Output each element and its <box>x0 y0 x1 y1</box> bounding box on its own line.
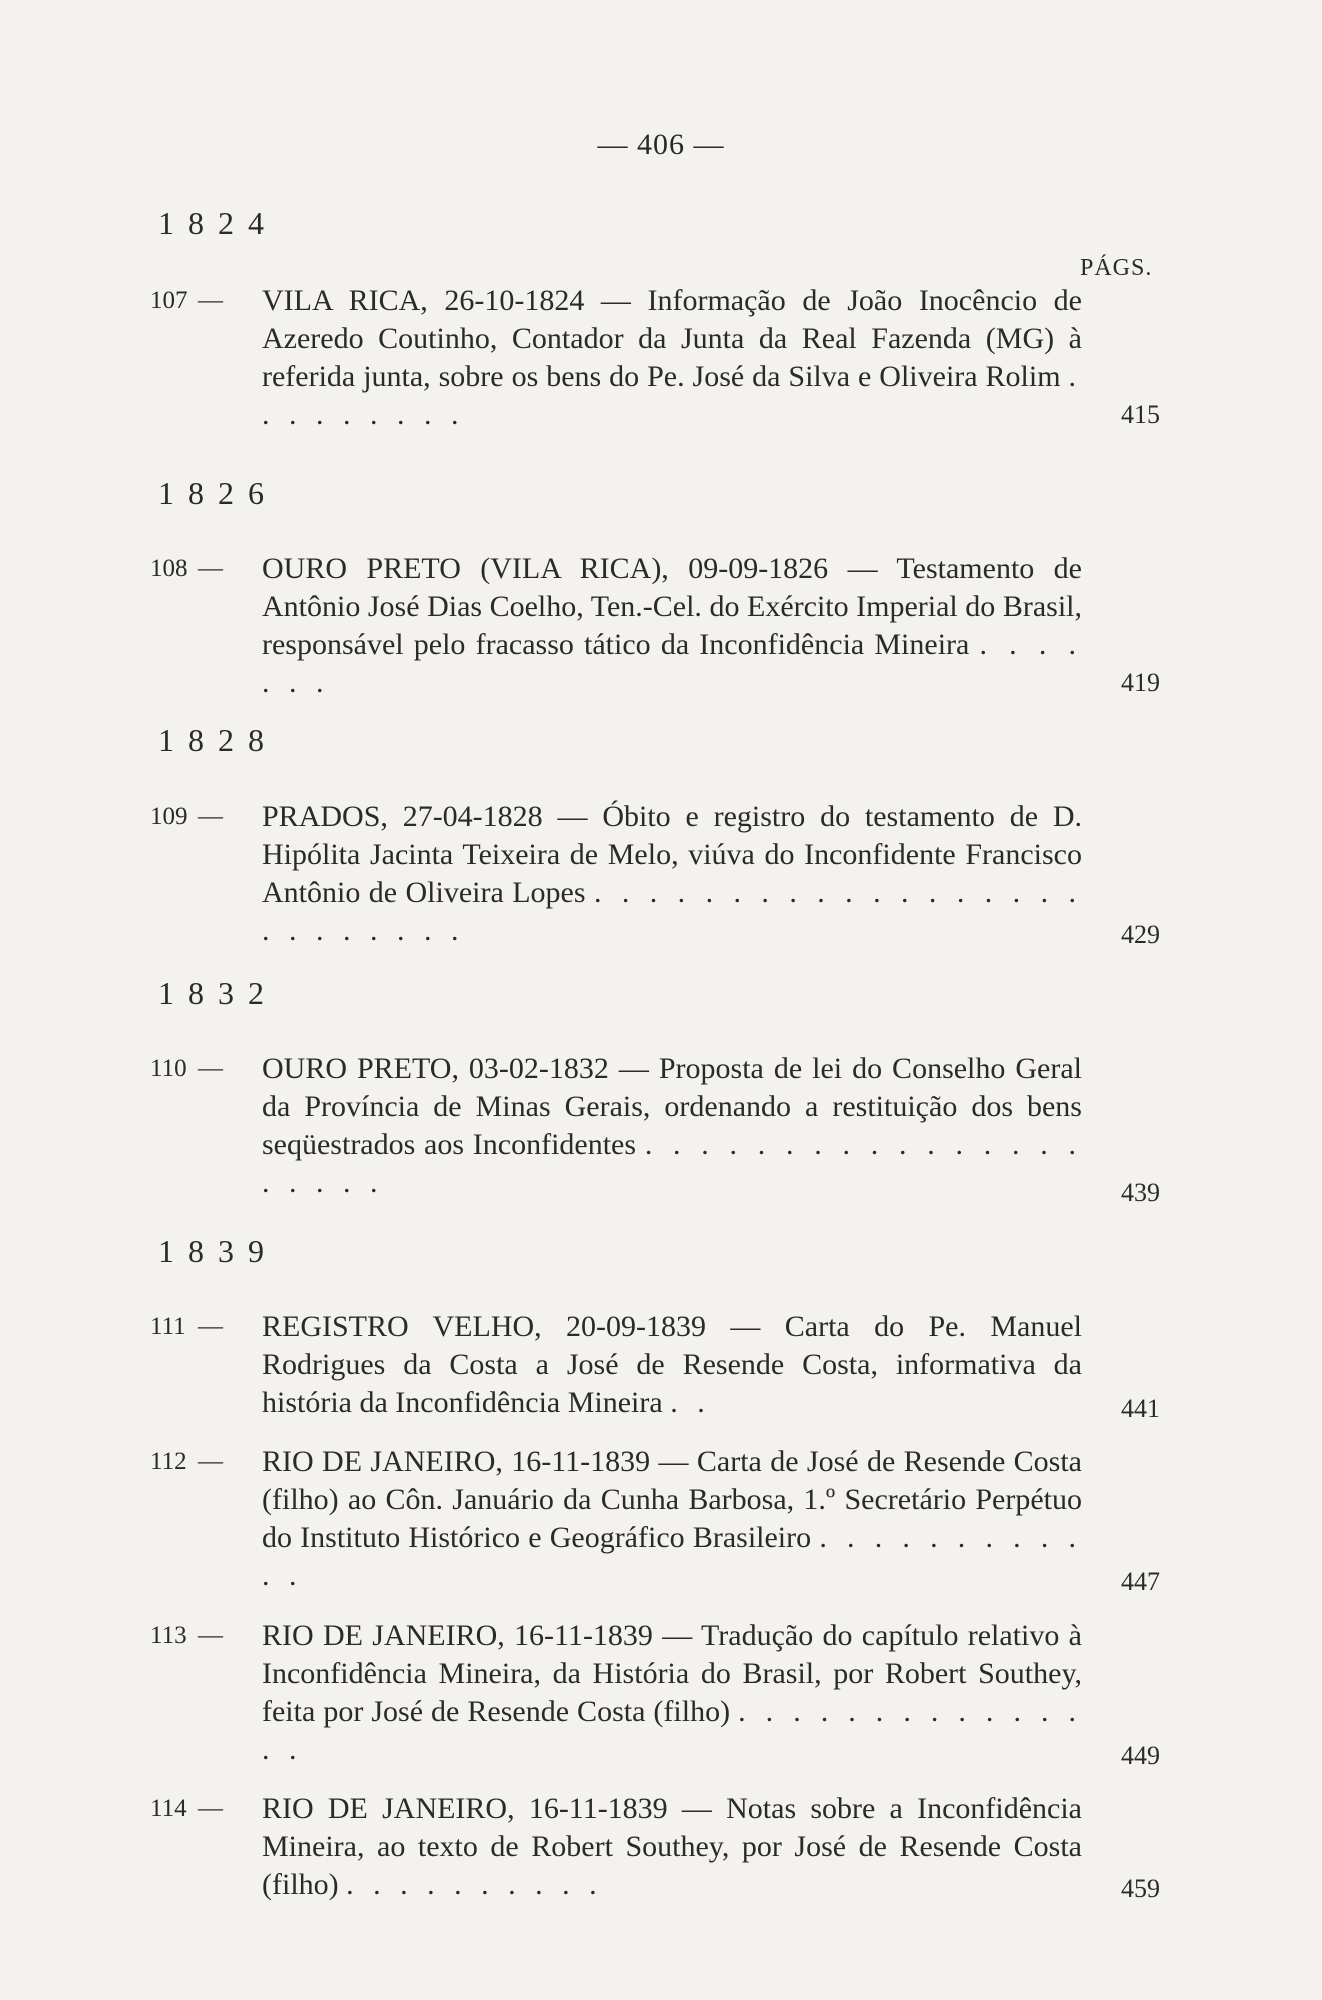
entry-number: 111 <box>150 1313 186 1340</box>
entry-page: 439 <box>1121 1178 1160 1207</box>
entry-number: 114 <box>150 1795 187 1822</box>
year-heading: 1828 <box>158 722 278 758</box>
entry-dash: — <box>198 1622 223 1649</box>
leader-dots: . . . . . . . . . . <box>346 1868 603 1901</box>
entry-text: OURO PRETO, 03-02-1832 — Proposta de lei do Conselho Geral da Província de Minas Gerais, ordenando a restituição dos bens seqüestrados aos Inconfidentes . . . . . . . . . . . . . . . . . . . . . <box>262 1052 1083 1199</box>
entry-dash: — <box>198 1448 223 1475</box>
entry-text: RIO DE JANEIRO, 16-11-1839 — Carta de José de Resende Costa (filho) ao Côn. Januário da Cunha Barbosa, 1.º Secretário Perpétuo do Instituto Histórico e Geográfico Brasileiro . . . . . . . . . . . . <box>262 1445 1083 1592</box>
year-heading: 1826 <box>158 475 278 511</box>
pags-label: PÁGS. <box>1080 255 1153 281</box>
leader-dots: . . . . . . . . . . . . <box>262 1521 1083 1592</box>
entry-page: 419 <box>1121 668 1160 697</box>
entry-page: 415 <box>1121 400 1160 429</box>
page-number: — 406 — <box>597 128 725 161</box>
leader-dots: . . <box>670 1386 711 1419</box>
entry-dash: — <box>198 287 223 314</box>
entry-number: 108 <box>150 555 188 582</box>
leader-dots: . . . . . . . . . . . . . . . <box>262 1695 1083 1766</box>
year-heading: 1839 <box>158 1233 278 1269</box>
leader-dots: . . . . . . . . . <box>262 360 1083 431</box>
entry-page: 447 <box>1121 1567 1160 1596</box>
entry-dash: — <box>198 555 223 582</box>
year-heading: 1824 <box>158 205 278 241</box>
entry-text: PRADOS, 27-04-1828 — Óbito e registro do testamento de D. Hipólita Jacinta Teixeira de Melo, viúva do Inconfidente Francisco Antônio de Oliveira Lopes . . . . . . . . . . . . . . . . . . . . . . . . . . <box>262 800 1083 947</box>
entry-dash: — <box>198 1055 223 1082</box>
entry-number: 107 <box>150 287 188 314</box>
entry-dash: — <box>198 1795 223 1822</box>
leader-dots: . . . . . . . . . . . . . . . . . . . . . . . . . . <box>262 876 1083 947</box>
entry-page: 441 <box>1121 1394 1160 1423</box>
entry-text: RIO DE JANEIRO, 16-11-1839 — Tradução do capítulo relativo à Inconfidência Mineira, da História do Brasil, por Robert Southey, feita por José de Resende Costa (filho) . . . . . . . . . . . . . . . <box>262 1619 1083 1766</box>
entry-text: RIO DE JANEIRO, 16-11-1839 — Notas sobre a Inconfidência Mineira, ao texto de Robert Southey, por José de Resende Costa (filho) . . . . . . . . . . <box>262 1792 1082 1901</box>
entry-number: 113 <box>150 1622 187 1649</box>
entry-text: OURO PRETO (VILA RICA), 09-09-1826 — Testamento de Antônio José Dias Coelho, Ten.-Cel. do Exército Imperial do Brasil, responsável pelo fracasso tático da Inconfidência Mineira . . . . . . . <box>262 552 1082 699</box>
leader-dots: . . . . . . . . . . . . . . . . . . . . . <box>262 1128 1083 1199</box>
entry-number: 112 <box>150 1448 187 1475</box>
entry-dash: — <box>198 1313 223 1340</box>
leader-dots: . . . . . . . <box>262 628 1082 699</box>
entry-text: VILA RICA, 26-10-1824 — Informação de João Inocêncio de Azeredo Coutinho, Contador da Junta da Real Fazenda (MG) à referida junta, sobre os bens do Pe. José da Silva e Oliveira Rolim . . . . . . . . . <box>262 284 1083 431</box>
entry-number: 109 <box>150 803 188 830</box>
entry-page: 449 <box>1121 1741 1160 1770</box>
year-heading: 1832 <box>158 975 278 1011</box>
entry-text: REGISTRO VELHO, 20-09-1839 — Carta do Pe. Manuel Rodrigues da Costa a José de Resende Costa, informativa da história da Inconfidência Mineira . . <box>262 1310 1082 1419</box>
entry-page: 429 <box>1121 920 1160 949</box>
entry-page: 459 <box>1121 1874 1160 1903</box>
entry-dash: — <box>198 803 223 830</box>
entry-number: 110 <box>150 1055 187 1082</box>
